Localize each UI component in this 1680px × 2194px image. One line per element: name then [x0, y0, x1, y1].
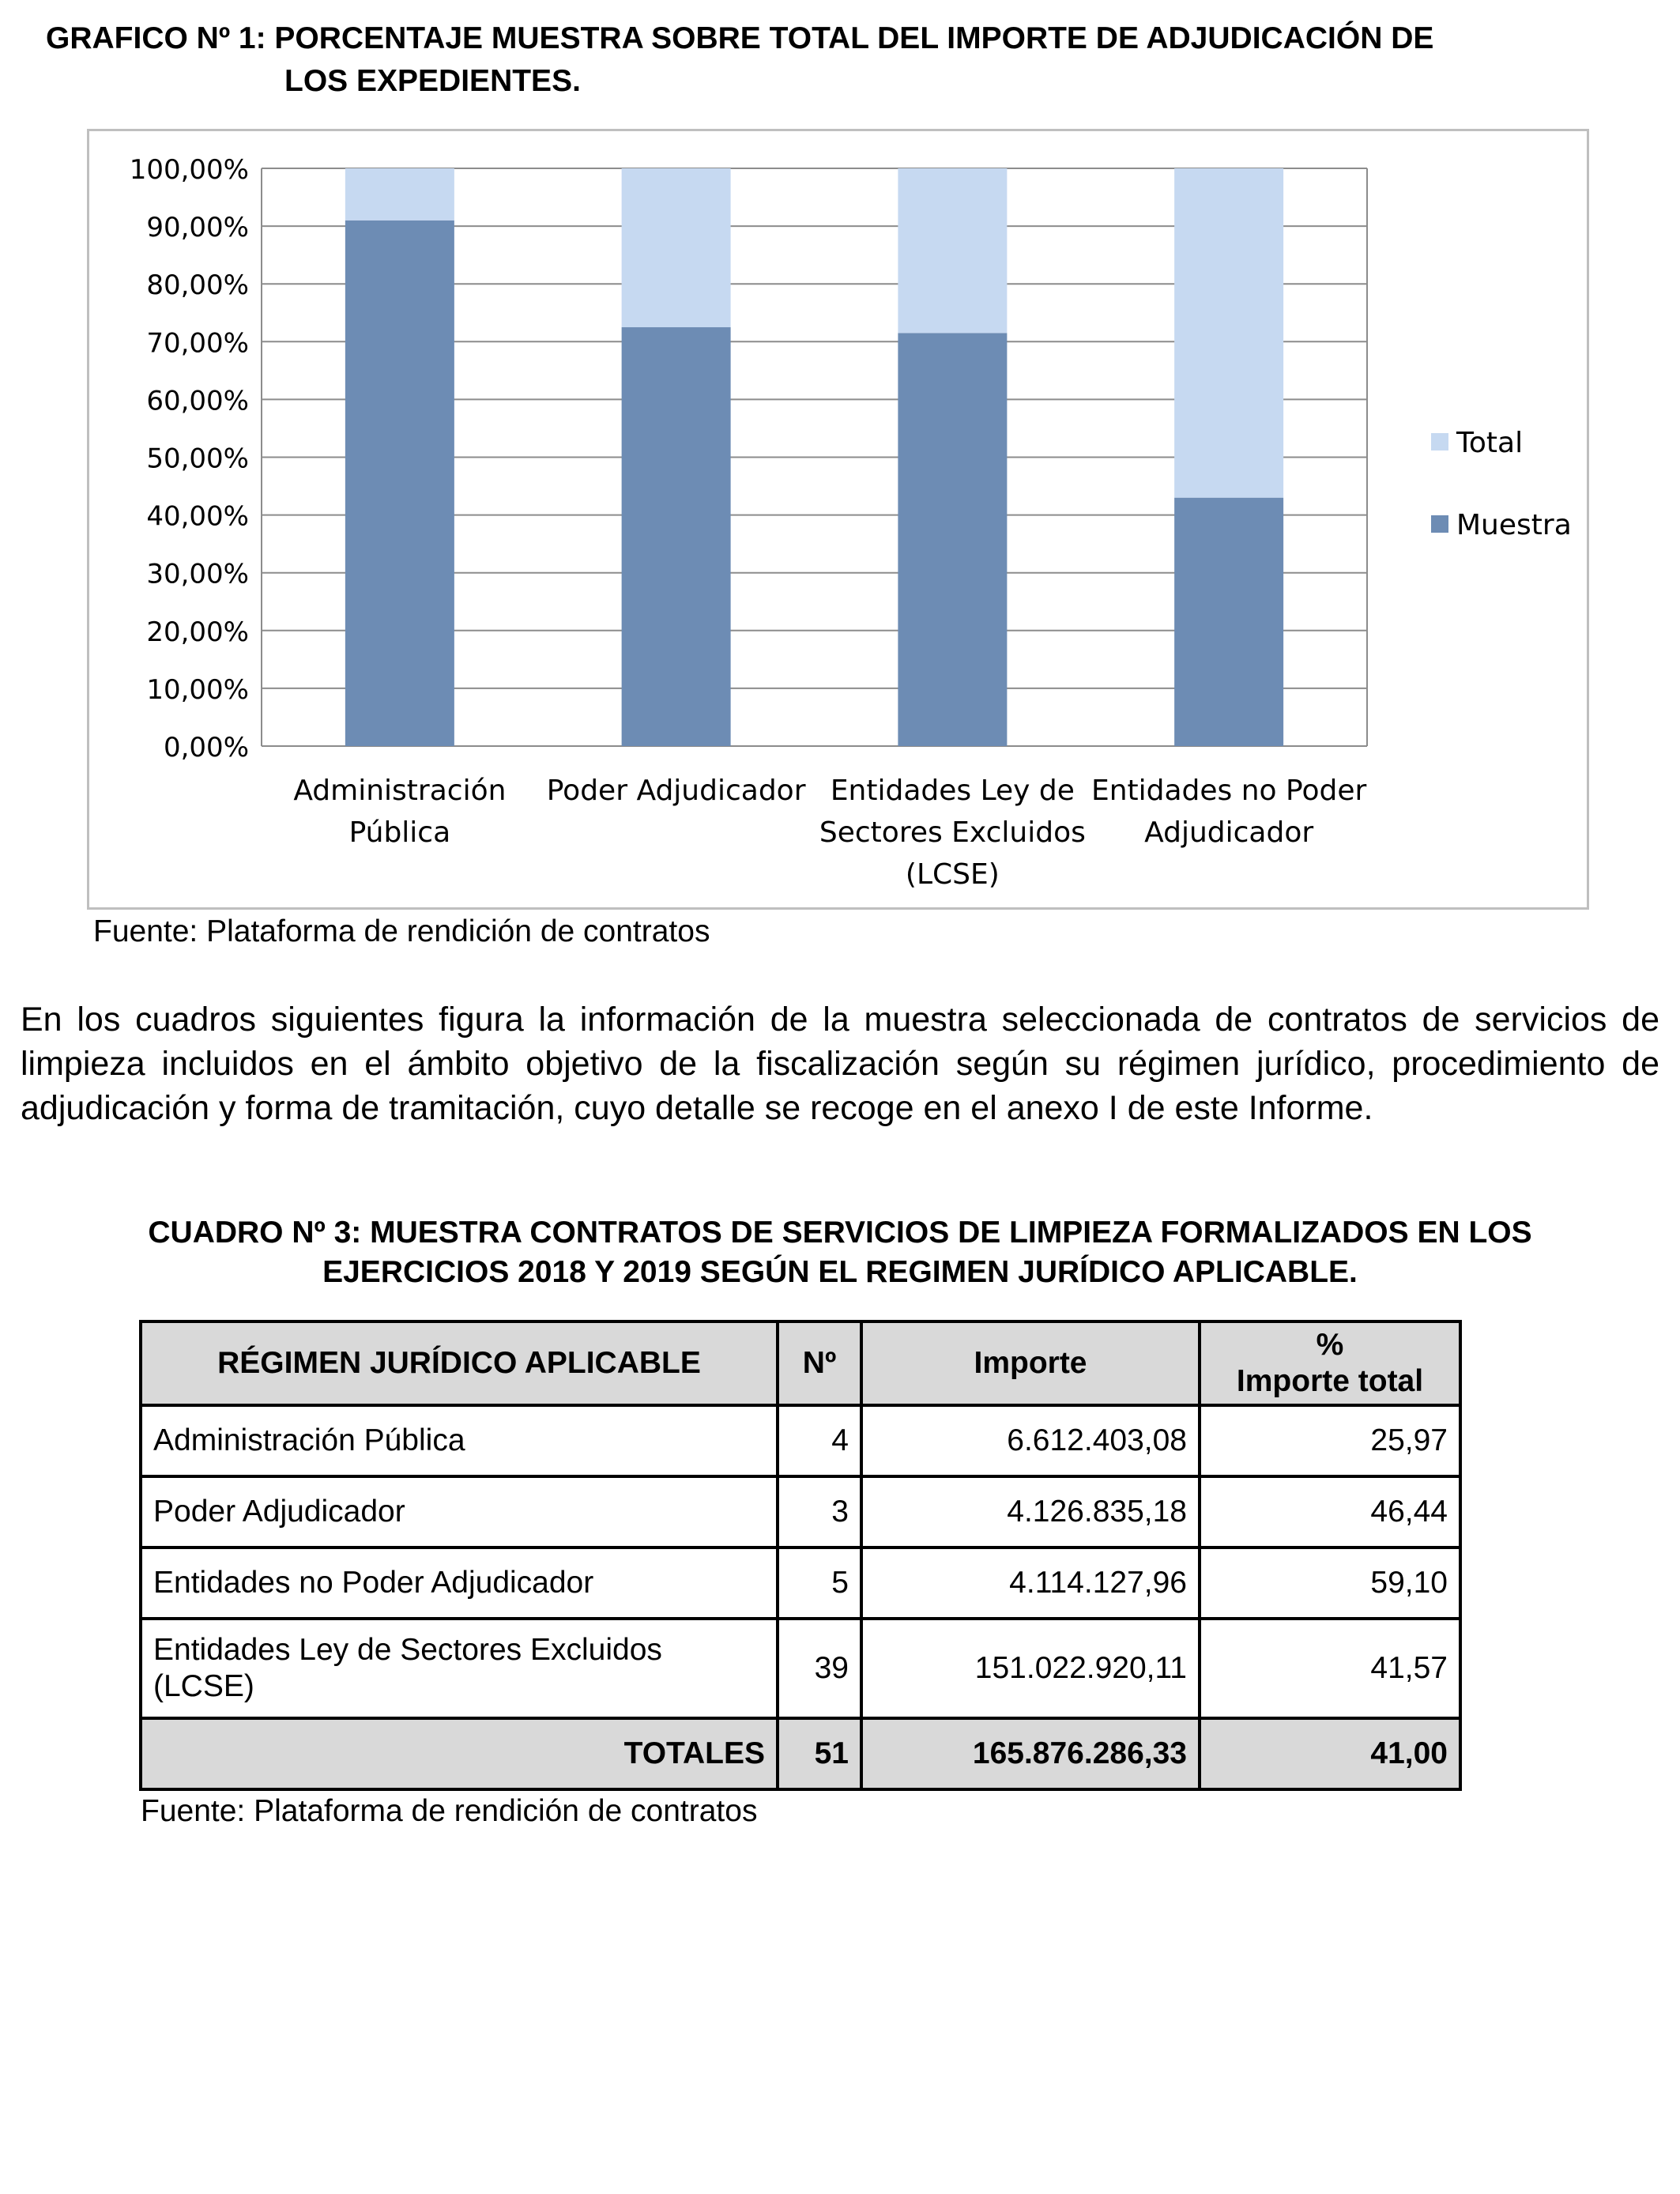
header-pct-symbol: %	[1316, 1328, 1344, 1362]
totals-pct: 41,00	[1200, 1718, 1460, 1789]
x-category-label: Adjudicador	[1144, 816, 1314, 849]
header-importe: Importe	[861, 1321, 1200, 1405]
totals-label: TOTALES	[141, 1718, 778, 1789]
table-title	[47, 1213, 1633, 1292]
y-tick-label: 90,00%	[146, 212, 249, 244]
cell-numero: 39	[778, 1619, 861, 1718]
totals-importe: 165.876.286,33	[861, 1718, 1200, 1789]
y-tick-label: 100,00%	[129, 154, 249, 186]
totals-numero: 51	[778, 1718, 861, 1789]
x-category-label: Administración	[293, 775, 507, 807]
cell-regimen: Administración Pública	[141, 1405, 778, 1476]
cell-importe: 6.612.403,08	[861, 1405, 1200, 1476]
table-row	[141, 1405, 1460, 1476]
chart-title-line2: LOS EXPEDIENTES.	[284, 64, 581, 98]
chart-title	[46, 17, 1642, 103]
bar-muestra	[1174, 498, 1283, 746]
bar-total	[1174, 168, 1283, 498]
body-paragraph: En los cuadros siguientes figura la información de la muestra seleccionada de contratos de servicios de limpieza incluidos en el ámbito objetivo de la fiscalización según su régimen jurídico, procedimiento de adjudicación y forma de tramitación, cuyo detalle se recoge en el anexo I de este Informe.	[21, 1001, 1659, 1127]
legend-label-muestra: Muestra	[1456, 509, 1572, 541]
cell-pct: 59,10	[1200, 1547, 1460, 1619]
table-row	[141, 1547, 1460, 1619]
cell-numero: 3	[778, 1476, 861, 1547]
table-source: Fuente: Plataforma de rendición de contratos	[141, 1794, 758, 1828]
y-tick-label: 10,00%	[146, 673, 249, 706]
table-title-line1: CUADRO Nº 3: MUESTRA CONTRATOS DE SERVICIOS DE LIMPIEZA FORMALIZADOS EN LOS	[148, 1216, 1532, 1250]
legend-swatch-muestra	[1431, 515, 1448, 533]
table-header-row	[141, 1321, 1460, 1405]
chart-source: Fuente: Plataforma de rendición de contratos	[93, 914, 710, 948]
cell-pct: 41,57	[1200, 1619, 1460, 1718]
bar-muestra	[898, 333, 1007, 746]
totals-row	[141, 1718, 1460, 1789]
header-pct	[1200, 1321, 1460, 1405]
x-category-label: Pública	[348, 816, 451, 849]
table-row	[141, 1619, 1460, 1718]
y-tick-label: 70,00%	[146, 327, 249, 360]
chart-title-prefix: GRAFICO Nº 1	[46, 21, 256, 55]
x-category-label: Poder Adjudicador	[546, 775, 806, 807]
cell-regimen: Entidades no Poder Adjudicador	[141, 1547, 778, 1619]
table-row	[141, 1476, 1460, 1547]
bar-total	[622, 168, 731, 327]
header-pct-label: Importe total	[1236, 1364, 1424, 1398]
bar-muestra	[345, 221, 454, 746]
stacked-bar-chart	[89, 131, 1587, 907]
chart-title-line1: : PORCENTAJE MUESTRA SOBRE TOTAL DEL IMPORTE DE ADJUDICACIÓN DE	[255, 21, 1434, 55]
x-category-label: Sectores Excluidos	[819, 816, 1086, 849]
cell-regimen: Poder Adjudicador	[141, 1476, 778, 1547]
y-tick-label: 50,00%	[146, 443, 249, 475]
cell-pct: 46,44	[1200, 1476, 1460, 1547]
cell-importe: 4.126.835,18	[861, 1476, 1200, 1547]
cell-numero: 4	[778, 1405, 861, 1476]
x-category-label: Entidades Ley de	[830, 775, 1075, 807]
legend-label-total: Total	[1456, 427, 1524, 459]
x-category-label: Entidades no Poder	[1090, 775, 1367, 807]
y-tick-label: 40,00%	[146, 500, 249, 533]
header-regimen: RÉGIMEN JURÍDICO APLICABLE	[141, 1321, 778, 1405]
chart-frame	[87, 129, 1589, 910]
cell-importe: 4.114.127,96	[861, 1547, 1200, 1619]
regimen-table	[139, 1320, 1462, 1791]
cell-numero: 5	[778, 1547, 861, 1619]
cell-pct: 25,97	[1200, 1405, 1460, 1476]
bar-muestra	[622, 327, 731, 746]
y-tick-label: 0,00%	[163, 732, 249, 763]
bar-total	[898, 168, 1007, 333]
y-tick-label: 30,00%	[146, 558, 249, 590]
table-title-line2: EJERCICIOS 2018 Y 2019 SEGÚN EL REGIMEN JURÍDICO APLICABLE.	[322, 1255, 1358, 1289]
header-numero: Nº	[778, 1321, 861, 1405]
y-tick-label: 20,00%	[146, 616, 249, 648]
x-category-label: (LCSE)	[905, 858, 1000, 891]
cell-regimen: Entidades Ley de Sectores Excluidos (LCSE)	[141, 1619, 778, 1718]
cell-importe: 151.022.920,11	[861, 1619, 1200, 1718]
y-tick-label: 60,00%	[146, 385, 249, 417]
y-tick-label: 80,00%	[146, 270, 249, 302]
bar-total	[345, 168, 454, 221]
legend-swatch-total	[1431, 433, 1448, 450]
